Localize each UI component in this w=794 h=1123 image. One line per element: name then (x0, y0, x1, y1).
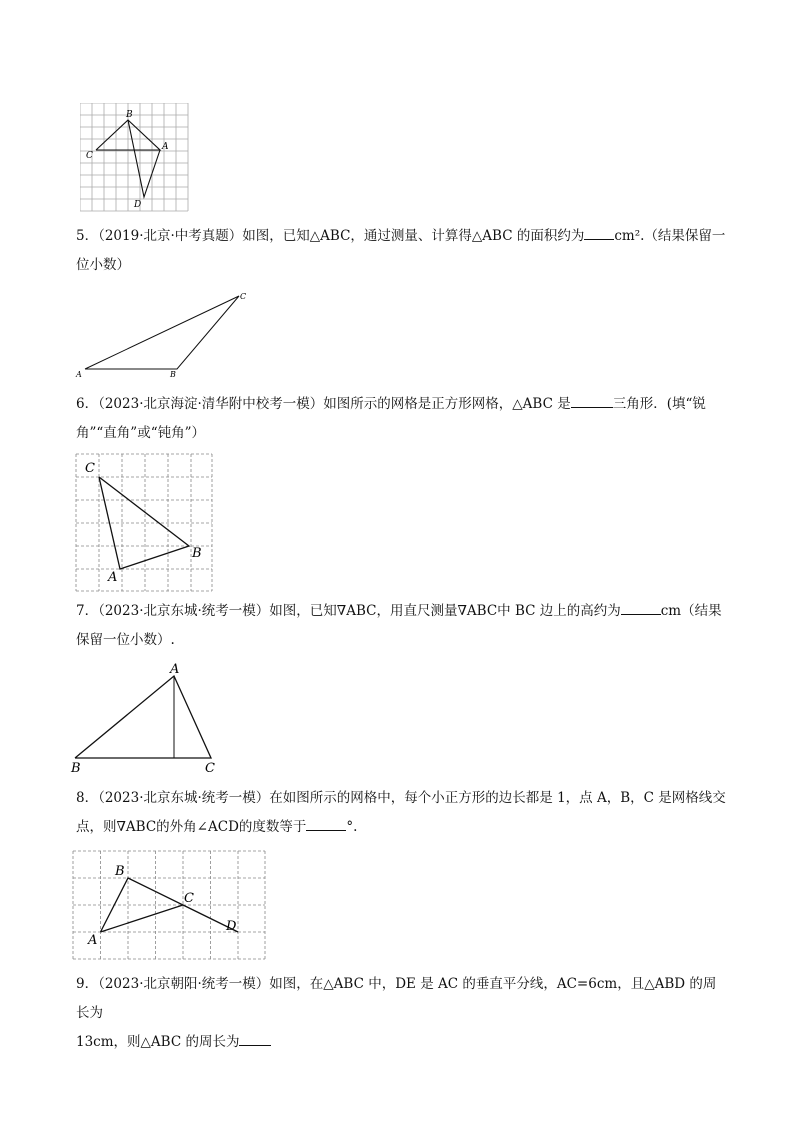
label-C: C (205, 761, 215, 776)
question-5-line2: 位小数） (76, 257, 130, 273)
label-C: C (240, 292, 247, 301)
answer-blank-5[interactable] (584, 225, 614, 240)
question-6-line1: 6．（2023·北京海淀·清华附中校考一模）如图所示的网格是正方形网格，△ABC 是 三角形．(填“锐 (76, 390, 726, 419)
label-B: B (71, 761, 81, 776)
figure-q8-grid (72, 850, 268, 962)
label-A: A (170, 662, 180, 677)
label-B: B (115, 864, 125, 879)
label-B: B (170, 370, 176, 379)
label-B: B (192, 546, 202, 561)
question-8 (76, 784, 726, 842)
question-6-source: （2023·北京海淀·清华附中校考一模） (98, 396, 324, 412)
question-6 (76, 390, 726, 448)
figure-q4-grid (80, 103, 190, 215)
label-A: A (162, 142, 169, 152)
label-A: A (108, 570, 118, 585)
answer-blank-8[interactable] (306, 816, 346, 831)
label-A: A (88, 933, 98, 948)
question-7-line1: 7．（2023·北京东城·统考一模）如图，已知∇ABC，用直尺测量∇ABC中 BC 边上的高约为 cm（结果 (76, 597, 726, 626)
figure-q6-grid (74, 452, 216, 594)
question-5 (76, 222, 726, 280)
question-7-line2: 保留一位小数）. (76, 632, 175, 648)
answer-blank-9[interactable] (239, 1031, 271, 1046)
question-6-line2: 角”“直角”或“钝角”） (76, 425, 206, 441)
question-9-line2: 13cm，则△ABC 的周长为 (76, 1028, 726, 1057)
label-C: C (86, 151, 93, 161)
label-C: C (85, 461, 95, 476)
question-7 (76, 597, 726, 655)
label-C: C (184, 891, 194, 906)
answer-blank-6[interactable] (571, 393, 613, 408)
question-9-line1: 9．（2023·北京朝阳·统考一模）如图，在△ABC 中，DE 是 AC 的垂直平分线，AC=6cm，且△ABD 的周长为 (76, 976, 717, 1021)
question-8-source: （2023·北京东城·统考一模） (98, 790, 270, 806)
answer-blank-7[interactable] (621, 600, 661, 615)
question-5-line1: 5．（2019·北京·中考真题）如图，已知△ABC，通过测量、计算得△ABC 的面积约为 cm².（结果保留一 (76, 222, 726, 251)
question-9-source: （2023·北京朝阳·统考一模） (98, 976, 270, 992)
figure-q7-triangle (70, 660, 220, 776)
figure-q5-triangle (74, 288, 256, 380)
label-D: D (226, 919, 237, 934)
label-A: A (76, 370, 82, 379)
question-9 (76, 970, 726, 1057)
question-5-source: （2019·北京·中考真题） (98, 228, 243, 244)
question-8-line2: 点，则∇ABC的外角∠ACD的度数等于 °. (76, 813, 726, 842)
label-B: B (126, 110, 133, 120)
question-7-source: （2023·北京东城·统考一模） (98, 603, 270, 619)
question-8-line1: 8．（2023·北京东城·统考一模）在如图所示的网格中，每个小正方形的边长都是 1，点 A，B，C 是网格线交 (76, 790, 726, 806)
label-D: D (134, 200, 142, 210)
